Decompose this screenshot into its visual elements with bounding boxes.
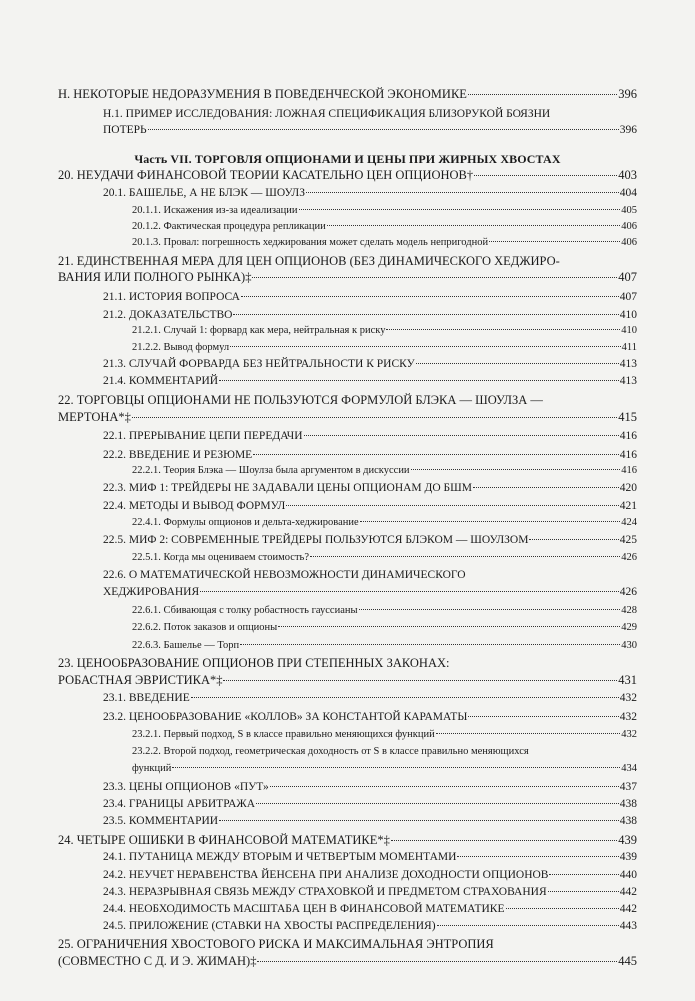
dot-leader xyxy=(278,626,620,627)
toc-entry[interactable] xyxy=(0,869,695,881)
toc-entry-continuation: ВАНИЯ ИЛИ ПОЛНОГО РЫНКА)‡ xyxy=(58,269,252,284)
toc-entry[interactable] xyxy=(0,903,695,915)
toc-page-number: 406 xyxy=(621,237,637,249)
toc-page-number: 426 xyxy=(619,585,637,598)
dot-leader xyxy=(416,363,619,364)
toc-page-number: 407 xyxy=(619,290,637,303)
toc-entry-title: 20.1.2. Фактическая процедура репликации xyxy=(132,221,326,233)
toc-page-number: 439 xyxy=(619,851,637,864)
dot-leader xyxy=(257,961,617,962)
toc-entry-title: 23. ЦЕНООБРАЗОВАНИЕ ОПЦИОНОВ ПРИ СТЕПЕННЫХ ЗАКОНАХ: xyxy=(58,656,450,671)
toc-entry-title: 23.4. ГРАНИЦЫ АРБИТРАЖА xyxy=(103,798,256,811)
toc-entry-title: 21.2.2. Вывод формул xyxy=(132,341,230,353)
toc-entry-continuation: ПОТЕРЬ xyxy=(103,123,147,136)
dot-leader xyxy=(223,680,617,681)
toc-entry-title: 23.2. ЦЕНООБРАЗОВАНИЕ «КОЛЛОВ» ЗА КОНСТАНТОЙ КАРАМАТЫ xyxy=(103,711,468,724)
toc-entry-title: 22.6.3. Башелье — Торп xyxy=(132,639,240,651)
toc-entry[interactable] xyxy=(0,342,695,353)
dot-leader xyxy=(132,417,617,418)
toc-entry-title: 22.5.1. Когда мы оцениваем стоимость? xyxy=(132,551,309,563)
toc-page-number: 396 xyxy=(618,86,637,101)
toc-entry[interactable] xyxy=(0,605,695,616)
dot-leader xyxy=(473,487,619,488)
dot-leader xyxy=(436,733,621,734)
toc-entry-title: 22.2.1. Теория Блэка — Шоулза была аргументом в дискуссии xyxy=(132,465,410,477)
toc-entry[interactable] xyxy=(0,692,695,704)
dot-leader xyxy=(191,697,619,698)
toc-entry[interactable] xyxy=(0,291,695,303)
toc-page-number: 396 xyxy=(619,123,637,136)
dot-leader xyxy=(386,329,620,330)
toc-entry-title: 24.4. НЕОБХОДИМОСТЬ МАСШТАБА ЦЕН В ФИНАНСОВОЙ МАТЕМАТИКЕ xyxy=(103,902,505,915)
toc-page-number: 411 xyxy=(621,341,637,353)
toc-page-number: 445 xyxy=(618,954,637,968)
toc-page-number: 432 xyxy=(619,711,637,724)
toc-entry[interactable] xyxy=(0,205,695,216)
dot-leader xyxy=(286,505,618,506)
toc-entry[interactable] xyxy=(0,815,695,827)
toc-entry-title: 23.2.1. Первый подход, S в классе правильно меняющихся функций xyxy=(132,728,435,740)
toc-page-number: 410 xyxy=(619,308,637,321)
toc-page-number: 416 xyxy=(619,430,637,443)
toc-entry[interactable] xyxy=(0,124,695,136)
toc-entry[interactable] xyxy=(0,781,695,793)
toc-entry-title: 22.6.2. Поток заказов и опционы xyxy=(132,621,278,633)
toc-entry-title: 20.1.3. Провал: погрешность хеджирования может сделать модель непригодной xyxy=(132,237,489,249)
dot-leader xyxy=(241,296,619,297)
toc-page-number: 438 xyxy=(619,814,637,827)
toc-page-number: 407 xyxy=(618,269,637,284)
toc-entry[interactable] xyxy=(0,886,695,898)
toc-page-number: 429 xyxy=(621,621,637,633)
dot-leader xyxy=(299,209,621,210)
dot-leader xyxy=(360,521,621,522)
toc-entry[interactable] xyxy=(0,430,695,442)
part-heading: Часть VII. ТОРГОВЛЯ ОПЦИОНАМИ И ЦЕНЫ ПРИ ЖИРНЫХ ХВОСТАХ xyxy=(134,151,561,166)
toc-entry-title: 22.5. МИФ 2: СОВРЕМЕННЫЕ ТРЕЙДЕРЫ ПОЛЬЗУЮТСЯ БЛЭКОМ — ШОУЛЗОМ xyxy=(103,533,529,546)
toc-entry[interactable] xyxy=(0,221,695,232)
dot-leader xyxy=(529,539,618,540)
toc-entry[interactable] xyxy=(0,449,695,461)
toc-entry-title: 23.2.2. Второй подход, геометрическая доходность от S в классе правильно меняющихся xyxy=(132,746,529,758)
toc-entry[interactable] xyxy=(0,500,695,512)
dot-leader xyxy=(233,314,618,315)
toc-entry-title: Н.1. ПРИМЕР ИССЛЕДОВАНИЯ: ЛОЖНАЯ СПЕЦИФИКАЦИЯ БЛИЗОРУКОЙ БОЯЗНИ xyxy=(103,108,551,121)
toc-page-number: 442 xyxy=(619,902,637,915)
toc-entry[interactable] xyxy=(0,763,695,774)
toc-page-number: 437 xyxy=(619,780,637,793)
toc-entry-title: 22.6. О МАТЕМАТИЧЕСКОЙ НЕВОЗМОЖНОСТИ ДИНАМИЧЕСКОГО xyxy=(103,569,466,582)
dot-leader xyxy=(219,380,619,381)
dot-leader xyxy=(506,908,619,909)
toc-entry[interactable] xyxy=(0,920,695,932)
toc-entry[interactable] xyxy=(0,534,695,546)
toc-entry[interactable] xyxy=(0,711,695,723)
toc-page-number: 416 xyxy=(621,465,637,477)
toc-page-number: 404 xyxy=(619,187,637,200)
toc-entry-title: 22.2. ВВЕДЕНИЕ И РЕЗЮМЕ xyxy=(103,448,253,461)
toc-page-number: 434 xyxy=(621,762,637,774)
toc-page-number: 426 xyxy=(621,551,637,563)
toc-page-number: 432 xyxy=(621,728,637,740)
toc-entry[interactable] xyxy=(0,270,695,285)
toc-entry[interactable] xyxy=(0,309,695,321)
dot-leader xyxy=(549,874,618,875)
toc-page-number: 413 xyxy=(619,357,637,370)
toc-entry[interactable] xyxy=(0,552,695,563)
toc-entry-title: 21. ЕДИНСТВЕННАЯ МЕРА ДЛЯ ЦЕН ОПЦИОНОВ (БЕЗ ДИНАМИЧЕСКОГО ХЕДЖИРО- xyxy=(58,253,560,268)
dot-leader xyxy=(359,609,621,610)
toc-entry[interactable] xyxy=(0,851,695,863)
dot-leader xyxy=(200,591,619,592)
toc-entry-title: 22.6.1. Сбивающая с толку робастность гауссианы xyxy=(132,605,358,617)
toc-page-number: 406 xyxy=(621,221,637,233)
dot-leader xyxy=(256,803,619,804)
toc-entry[interactable] xyxy=(0,517,695,528)
toc-entry[interactable] xyxy=(0,237,695,248)
toc-entry-title: 24. ЧЕТЫРЕ ОШИБКИ В ФИНАНСОВОЙ МАТЕМАТИКЕ*‡ xyxy=(58,832,390,847)
toc-entry[interactable] xyxy=(0,358,695,370)
toc-page-number: 430 xyxy=(621,639,637,651)
toc-page-number: 410 xyxy=(621,325,637,337)
toc-entry-title: 22.3. МИФ 1: ТРЕЙДЕРЫ НЕ ЗАДАВАЛИ ЦЕНЫ ОПЦИОНАМ ДО БШМ xyxy=(103,481,472,494)
toc-entry-title: 25. ОГРАНИЧЕНИЯ ХВОСТОВОГО РИСКА И МАКСИМАЛЬНАЯ ЭНТРОПИЯ xyxy=(58,937,494,952)
toc-entry-title: 22.4.1. Формулы опционов и дельта-хеджирование xyxy=(132,517,359,529)
toc-page-number: 438 xyxy=(619,798,637,811)
dot-leader xyxy=(468,94,617,95)
toc-entry-continuation: (СОВМЕСТНО С Д. И Э. ЖИМАН)‡ xyxy=(58,954,257,968)
dot-leader xyxy=(468,716,618,717)
dot-leader xyxy=(172,767,620,768)
toc-entry-title: 22.4. МЕТОДЫ И ВЫВОД ФОРМУЛ xyxy=(103,499,286,512)
toc-entry-title: Н. НЕКОТОРЫЕ НЕДОРАЗУМЕНИЯ В ПОВЕДЕНЧЕСКОЙ ЭКОНОМИКЕ xyxy=(58,86,467,101)
toc-entry-title: 23.5. КОММЕНТАРИИ xyxy=(103,814,219,827)
toc-entry-title: 24.3. НЕРАЗРЫВНАЯ СВЯЗЬ МЕЖДУ СТРАХОВКОЙ И ПРЕДМЕТОМ СТРАХОВАНИЯ xyxy=(103,886,547,899)
toc-entry-title: 20.1. БАШЕЛЬЕ, А НЕ БЛЭК — ШОУЛЗ xyxy=(103,187,305,200)
toc-entry-title: 21.4. КОММЕНТАРИЙ xyxy=(103,375,219,388)
toc-page-number: 403 xyxy=(618,167,637,182)
toc-entry-title: 24.1. ПУТАНИЦА МЕЖДУ ВТОРЫМ И ЧЕТВЕРТЫМ МОМЕНТАМИ xyxy=(103,851,457,864)
dot-leader xyxy=(437,925,619,926)
dot-leader xyxy=(270,786,619,787)
toc-entry[interactable] xyxy=(0,410,695,425)
toc-page-number: 440 xyxy=(619,868,637,881)
toc-page-number: 416 xyxy=(619,448,637,461)
toc-entry-title: 23.1. ВВЕДЕНИЕ xyxy=(103,692,190,705)
toc-entry[interactable] xyxy=(0,729,695,740)
dot-leader xyxy=(474,175,617,176)
dot-leader xyxy=(148,129,619,130)
toc-entry[interactable] xyxy=(0,622,695,633)
dot-leader xyxy=(306,192,619,193)
dot-leader xyxy=(457,856,618,857)
toc-entry-title: 22. ТОРГОВЦЫ ОПЦИОНАМИ НЕ ПОЛЬЗУЮТСЯ ФОРМУЛОЙ БЛЭКА — ШОУЛЗА — xyxy=(58,392,543,407)
toc-entry[interactable] xyxy=(0,833,695,848)
toc-entry[interactable] xyxy=(0,673,695,688)
toc-page-number: 442 xyxy=(619,886,637,899)
toc-entry-title: 21.1. ИСТОРИЯ ВОПРОСА xyxy=(103,290,240,303)
dot-leader xyxy=(304,435,619,436)
toc-entry[interactable] xyxy=(0,325,695,336)
dot-leader xyxy=(230,346,620,347)
toc-entry-title: 22.1. ПРЕРЫВАНИЕ ЦЕПИ ПЕРЕДАЧИ xyxy=(103,430,303,443)
toc-page-number: 428 xyxy=(621,605,637,617)
toc-page-number: 424 xyxy=(621,517,637,529)
toc-entry-continuation: МЕРТОНА*‡ xyxy=(58,409,131,424)
toc-entry[interactable] xyxy=(0,954,695,969)
dot-leader xyxy=(252,277,617,278)
toc-entry-title: 21.2.1. Случай 1: форвард как мера, нейтральная к риску xyxy=(132,325,386,337)
toc-entry-title: 23.3. ЦЕНЫ ОПЦИОНОВ «ПУТ» xyxy=(103,780,269,793)
toc-page-number: 405 xyxy=(621,204,637,216)
toc-entry[interactable] xyxy=(0,586,695,598)
toc-entry-title: 24.2. НЕУЧЕТ НЕРАВЕНСТВА ЙЕНСЕНА ПРИ АНАЛИЗЕ ДОХОДНОСТИ ОПЦИОНОВ xyxy=(103,868,549,881)
dot-leader xyxy=(327,225,620,226)
toc-page-number: 420 xyxy=(619,481,637,494)
dot-leader xyxy=(310,556,620,557)
toc-entry-title: 20. НЕУДАЧИ ФИНАНСОВОЙ ТЕОРИИ КАСАТЕЛЬНО ЦЕН ОПЦИОНОВ† xyxy=(58,167,474,182)
dot-leader xyxy=(489,241,620,242)
toc-entry[interactable] xyxy=(0,87,695,102)
toc-entry-continuation: ХЕДЖИРОВАНИЯ xyxy=(103,585,200,598)
toc-entry-title: 21.2. ДОКАЗАТЕЛЬСТВО xyxy=(103,308,233,321)
toc-entry-continuation: функций xyxy=(132,762,172,774)
dot-leader xyxy=(411,469,621,470)
toc-entry-continuation: РОБАСТНАЯ ЭВРИСТИКА*‡ xyxy=(58,672,223,687)
toc-entry[interactable] xyxy=(0,168,695,183)
toc-page-number: 425 xyxy=(619,533,637,546)
toc-page-number: 413 xyxy=(619,375,637,388)
toc-entry[interactable] xyxy=(0,187,695,199)
toc-page-number: 439 xyxy=(618,832,637,847)
toc-entry[interactable] xyxy=(0,798,695,810)
toc-entry[interactable] xyxy=(0,465,695,476)
toc-page-number: 421 xyxy=(619,499,637,512)
dot-leader xyxy=(253,454,619,455)
toc-entry[interactable] xyxy=(0,375,695,387)
toc-entry-title: 24.5. ПРИЛОЖЕНИЕ (СТАВКИ НА ХВОСТЫ РАСПРЕДЕЛЕНИЯ) xyxy=(103,919,436,932)
toc-page-number: 415 xyxy=(618,409,637,424)
toc-page-number: 432 xyxy=(619,692,637,705)
toc-entry[interactable] xyxy=(0,482,695,494)
dot-leader xyxy=(391,840,617,841)
toc-page-number: 443 xyxy=(619,919,637,932)
toc-entry-title: 21.3. СЛУЧАЙ ФОРВАРДА БЕЗ НЕЙТРАЛЬНОСТИ К РИСКУ xyxy=(103,357,415,370)
toc-entry[interactable] xyxy=(0,640,695,651)
toc-entry-title: 20.1.1. Искажения из-за идеализации xyxy=(132,204,298,216)
toc-page-number: 431 xyxy=(618,672,637,687)
dot-leader xyxy=(548,891,619,892)
dot-leader xyxy=(240,644,620,645)
dot-leader xyxy=(219,820,619,821)
